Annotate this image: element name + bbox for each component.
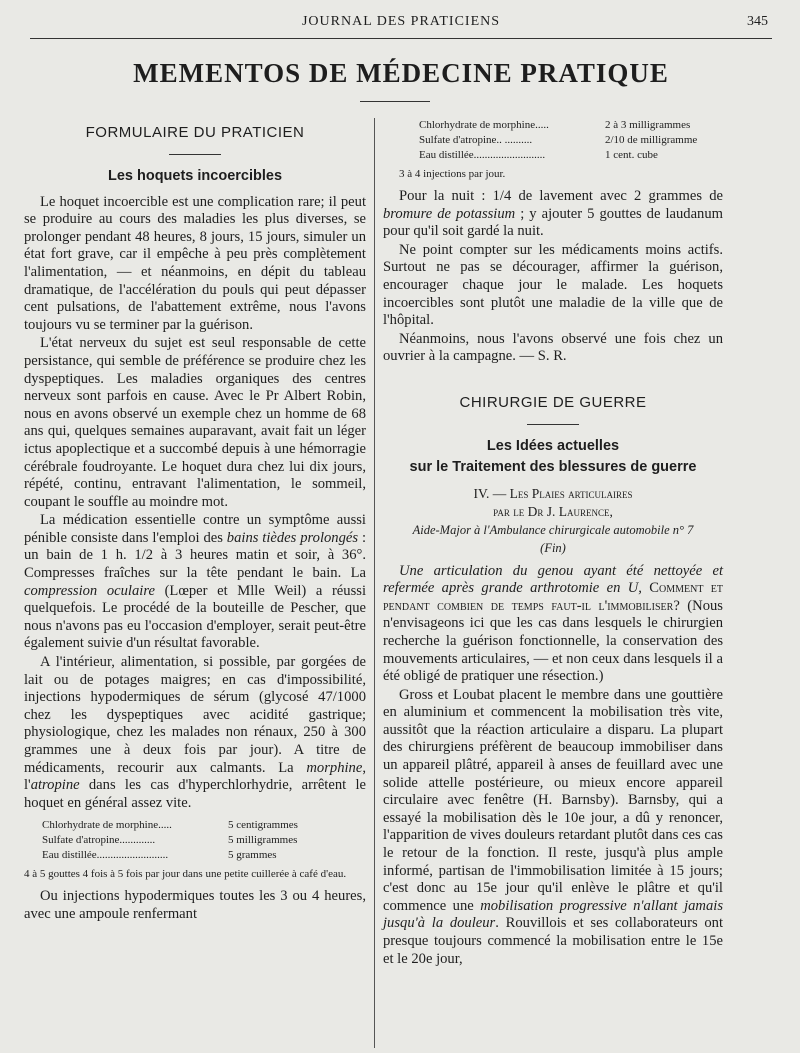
drug-name: Eau distillée.......................... bbox=[42, 849, 169, 862]
text-run: (Nous n'envisageons ici que les cas dans lesquels le chirurgien recherche la guérison fonctionnelle, la conservation des mouvements articulaires, — et non ceux dans lesquels il a été obligé de pratiquer une résection.) bbox=[383, 597, 723, 685]
text-run: Pour la nuit : 1/4 de lavement avec 2 grammes de bbox=[399, 188, 723, 204]
emphasis: bains tièdes prolongés bbox=[226, 529, 359, 546]
drug-name: Chlorhydrate de morphine..... bbox=[419, 119, 549, 131]
article-title-line-2: sur le Traitement des blessures de guerre bbox=[409, 458, 697, 475]
drug-name: Eau distillée.......................... bbox=[419, 149, 546, 161]
drug-dose: 5 grammes bbox=[228, 849, 277, 862]
section-rule bbox=[169, 154, 221, 155]
right-column bbox=[383, 118, 723, 968]
emphasis: morphine bbox=[306, 759, 363, 776]
drug-dose: 2 à 3 milligrammes bbox=[605, 119, 691, 131]
small-caps-run: Comment et pendant combien de temps faut-il l'immobiliser? bbox=[383, 580, 723, 614]
drug-dose: 5 centigrammes bbox=[228, 819, 298, 832]
paragraph bbox=[24, 654, 366, 812]
drug-dose: 5 milligrammes bbox=[228, 834, 298, 847]
text-run: : un bain de 1 h. 1/2 à 3 heures matin et soir, à 36°. Compresses fraîches sur la tête pendant le bain. La bbox=[24, 529, 366, 582]
drug-name: Sulfate d'atropine.. .......... bbox=[419, 134, 533, 146]
author-affiliation: Aide-Major à l'Ambulance chirurgicale automobile n° 7 bbox=[412, 522, 694, 537]
prescription-row bbox=[419, 148, 723, 163]
section-title: FORMULAIRE DU PRATICIEN bbox=[85, 124, 305, 141]
masthead-title: MEMENTOS DE MÉDECINE PRATIQUE bbox=[133, 58, 669, 88]
column-divider bbox=[374, 118, 375, 1048]
prescription-row bbox=[419, 118, 723, 133]
prescription-note: 3 à 4 injections par jour. bbox=[399, 168, 506, 180]
text-run: Gross et Loubat placent le membre dans une gouttière en aluminium et commencent la mobilisation très vite, aussitôt que la réaction articulaire a disparu. La plupart des chirurgiens préfèrent de beaucoup immobiliser dans un appareil plâtré, appareil à anses de feuillard avec une solide attelle postérieure, ou mieux encore appareil circulaire avec fenêtre (H. Barnsby). Barnsby, qui a essayé la mobilisation dès le 10e jour, a dû y renoncer, l'apparition de vives douleurs retardant plutôt dans ces cas le retour de la fonction. Il reste, jusqu'à plus ample informé, partisan de l'immobilisation limitée à 15 jours; c'est donc au 15e jour qu'il enlève le plâtre et qu'il commence une bbox=[383, 686, 723, 914]
paragraph bbox=[383, 188, 723, 241]
text-run: A l'intérieur, alimentation, si possible, par gorgées de lait ou de potages maigres; en cas d'impossibilité, injections hypodermiques de sérum (glycosé 47/1000 chez les dyspeptiques avec acidité gastrique; physiologique, chez les malades non rénaux, 250 à 300 grammes une à deux fois par jour). A titre de médicaments, recourir aux calmants. La bbox=[24, 654, 366, 776]
header-rule bbox=[30, 38, 772, 39]
masthead-rule bbox=[360, 101, 430, 102]
paragraph: Ne point compter sur les médicaments moins actifs. Surtout ne pas se décourager, affirmer la guérison, encourager chaque jour le malade. Les hoquets incoercibles sont plutôt une maladie de la ville que de l'hôpital. bbox=[383, 241, 723, 329]
part-heading: IV. — Les Plaies articulaires bbox=[473, 485, 633, 501]
prescription bbox=[42, 818, 366, 863]
prescription-row bbox=[42, 818, 366, 833]
paragraph: Néanmoins, nous l'avons observé une fois chez un ouvrier à la campagne. — S. R. bbox=[383, 330, 723, 365]
paragraph: Ou injections hypodermiques toutes les 3 ou 4 heures, avec une ampoule renfermant bbox=[24, 888, 366, 922]
author-line: par le Dr J. Laurence, bbox=[493, 503, 613, 519]
emphasis: Une articulation du genou ayant été nettoyée et refermée après grande arthrotomie en U, bbox=[383, 562, 723, 597]
article-subtitle: Les hoquets incoercibles bbox=[107, 167, 283, 184]
text-run: La médication essentielle contre un symptôme aussi pénible consiste dans l'emploi des bbox=[24, 512, 366, 546]
text-run: . Rouvillois et ses collaborateurs ont presque toujours commencé la mobilisation entre le 15e et le 20e jour, bbox=[383, 915, 724, 967]
paragraph bbox=[24, 512, 366, 653]
prescription-row bbox=[42, 833, 366, 848]
drug-dose: 2/10 de milligramme bbox=[605, 134, 698, 146]
text-run: ; y ajouter 5 gouttes de laudanum pour qu'il soit gardé la nuit. bbox=[383, 205, 724, 240]
text-run: dans les cas d'hyperchlorhydrie, arrêtent le hoquet en général assez vite. bbox=[24, 777, 366, 811]
text-run: (Lœper et Mlle Weil) a réussi quelquefois. Le procédé de la bouteille de Pescher, que nous n'avons pas eu l'occasion d'employer, serait peut-être également suivie d'un résultat favorable. bbox=[24, 582, 366, 652]
section-title: CHIRURGIE DE GUERRE bbox=[459, 393, 647, 411]
left-column bbox=[24, 118, 366, 924]
paragraph: L'état nerveux du sujet est seul responsable de cette persistance, qui semble de préférence se produire chez les dyspeptiques. Les maladies organiques des centres nerveux sont parfois en cause. Avec le Pr Albert Robin, nous en avons observé un exemple chez un homme de 68 ans qui, quelques semaines auparavant, avait fait un léger ictus apoplectique et a succombé depuis à une hémorragie cérébrale foudroyante. Le hoquet dura chez lui dix jours, répété, continu, entravant l'alimentation, le sommeil, coupant le souffle au moindre mot. bbox=[24, 335, 366, 510]
prescription-row bbox=[42, 848, 366, 863]
drug-dose: 1 cent. cube bbox=[605, 149, 658, 161]
article-title: Les Idées actuelles bbox=[486, 437, 620, 454]
paragraph bbox=[383, 687, 723, 969]
drug-name: Chlorhydrate de morphine..... bbox=[42, 819, 172, 832]
emphasis: mobilisation progressive n'allant jamais jusqu'à la douleur bbox=[383, 897, 724, 932]
drug-name: Sulfate d'atropine............. bbox=[42, 834, 156, 847]
prescription bbox=[419, 118, 723, 163]
page-number: 345 bbox=[747, 14, 768, 29]
fin-marker: (Fin) bbox=[540, 540, 566, 555]
emphasis: compression oculaire bbox=[24, 582, 155, 599]
prescription-note: 4 à 5 gouttes 4 fois à 5 fois par jour dans une petite cuillerée à café d'eau. bbox=[24, 868, 347, 881]
paragraph: Le hoquet incoercible est une complication rare; il peut se produire au cours des maladies les plus diverses, se prolonger pendant 48 heures, 8 jours, 15 jours, simuler un état fort grave, car il empêche à peu près complètement l'alimentation, — et néanmoins, en dépit du tableau dramatique, de l'accélération du pouls qui peut dépasser cent pulsations, de l'abattement extrême, nous l'avons toujours vu se terminer par la guérison. bbox=[24, 193, 366, 333]
emphasis: atropine bbox=[30, 777, 80, 794]
running-title: JOURNAL DES PRATICIENS bbox=[301, 14, 501, 29]
paragraph bbox=[383, 563, 723, 686]
page-header bbox=[30, 10, 772, 40]
text-run: , l' bbox=[24, 759, 366, 794]
emphasis: bromure de potassium bbox=[383, 205, 516, 222]
section-rule bbox=[527, 424, 579, 425]
prescription-row bbox=[419, 133, 723, 148]
